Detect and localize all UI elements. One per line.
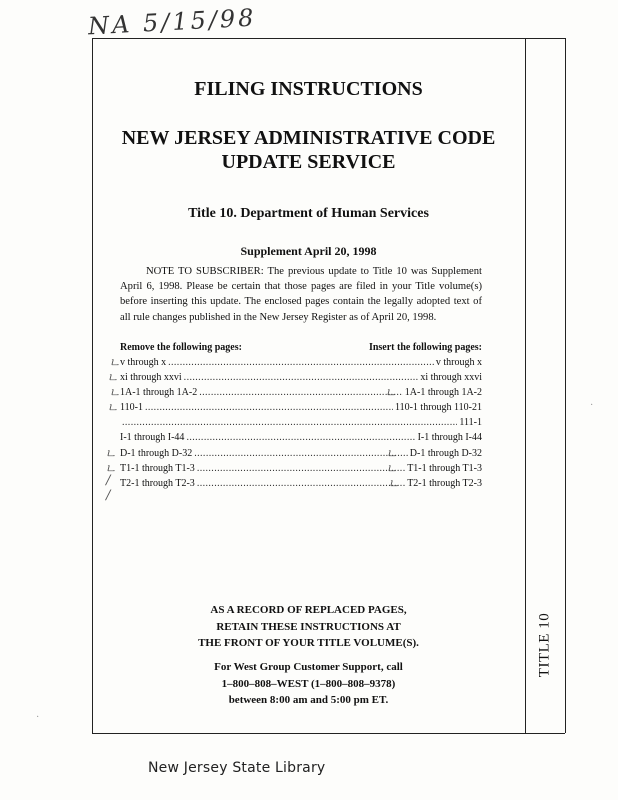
subscriber-note: NOTE TO SUBSCRIBER: The previous update to Title 10 was Supplement April 6, 1998. Please be certain that those pages are filed in your Title volume(s) before inserting this update. The enclosed pages contain the legally adopted text of all rule changes published in the New Jersey Register as of April 20, 1998. (120, 266, 482, 323)
leader-dots (122, 415, 457, 430)
check-mark-icon: / (106, 488, 111, 503)
page-frame-bottom (92, 733, 526, 734)
leader-dots (197, 476, 405, 491)
remove-pages: T2-1 through T2-3 (120, 477, 195, 489)
check-mark-icon: ㄴ (385, 462, 398, 477)
remove-pages: D-1 through D-32 (120, 447, 193, 459)
remove-pages: 110-1 (120, 402, 143, 414)
check-mark-icon: ㄴ (387, 477, 400, 492)
scan-speck: · (36, 712, 40, 723)
insert-column-header: Insert the following pages: (368, 342, 482, 353)
check-mark-icon: ㄴ (384, 386, 397, 401)
table-row (120, 461, 482, 476)
table-row (120, 355, 482, 370)
table-row (120, 430, 482, 445)
insert-pages: xi through xxvi (420, 372, 482, 384)
leader-dots (197, 461, 405, 476)
insert-pages: 1A-1 through 1A-2 (404, 387, 482, 399)
department-title: Title 10. Department of Human Services (188, 206, 429, 221)
leader-dots (168, 355, 434, 370)
remove-column-header: Remove the following pages: (120, 342, 242, 353)
table-row (120, 476, 482, 491)
page-frame-right (525, 38, 526, 733)
insert-pages: D-1 through D-32 (409, 447, 482, 459)
title-tab-top (525, 38, 565, 39)
check-mark-icon: ㄴ (104, 447, 117, 462)
insert-pages: T2-1 through T2-3 (407, 477, 482, 489)
remove-pages: v through x (120, 357, 167, 368)
support-line1: For West Group Customer Support, call (214, 661, 403, 673)
remove-pages: 1A-1 through 1A-2 (120, 387, 198, 399)
library-stamp: New Jersey State Library (148, 760, 326, 776)
leader-dots (199, 385, 403, 400)
record-notice (92, 602, 525, 652)
support-phone: 1–800–808–WEST (1–800–808–9378) (221, 677, 396, 690)
check-mark-icon: ㄴ (106, 371, 119, 386)
check-mark-icon: / (106, 473, 111, 488)
check-mark-icon: ㄴ (108, 356, 121, 371)
leader-dots (186, 430, 415, 445)
insert-pages: 110-1 through 110-21 (394, 402, 482, 414)
title-tab-bottom (525, 733, 565, 734)
table-row (120, 415, 482, 430)
title-tab-label: TITLE 10 (536, 612, 553, 678)
customer-support-notice (92, 659, 525, 709)
scan-speck: · (590, 400, 594, 411)
check-mark-icon: ㄴ (104, 462, 117, 477)
handwritten-annotation: NA 5/15/98 (87, 3, 258, 41)
remove-pages: T1-1 through T1-3 (120, 462, 195, 474)
page-frame-top (92, 38, 526, 39)
remove-pages: I-1 through I-44 (120, 432, 185, 444)
table-row (120, 400, 482, 415)
record-notice-line1: AS A RECORD OF REPLACED PAGES, (210, 604, 407, 616)
support-hours: between 8:00 am and 5:00 pm ET. (228, 694, 389, 706)
supplement-date: Supplement April 20, 1998 (240, 244, 377, 258)
code-title-line2: UPDATE SERVICE (221, 151, 396, 173)
check-mark-icon: ㄴ (108, 386, 121, 401)
table-row (120, 370, 482, 385)
page-heading: FILING INSTRUCTIONS (194, 78, 423, 100)
check-mark-icon: ㄴ (385, 447, 398, 462)
remove-pages: xi through xxvi (120, 372, 182, 384)
record-notice-line3: THE FRONT OF YOUR TITLE VOLUME(S). (198, 637, 419, 649)
check-mark-icon: ㄴ (106, 401, 119, 416)
insert-pages: T1-1 through T1-3 (407, 462, 482, 474)
page-replacement-table (120, 355, 482, 491)
insert-pages: I-1 through I-44 (417, 432, 482, 444)
title-tab-edge (565, 38, 566, 733)
leader-dots (194, 446, 408, 461)
table-row (120, 446, 482, 461)
record-notice-line2: RETAIN THESE INSTRUCTIONS AT (216, 620, 401, 633)
insert-pages: 111-1 (459, 417, 482, 429)
code-title-line1: NEW JERSEY ADMINISTRATIVE CODE (121, 127, 496, 149)
leader-dots (145, 400, 393, 415)
insert-pages: v through x (435, 357, 482, 368)
table-row (120, 385, 482, 400)
